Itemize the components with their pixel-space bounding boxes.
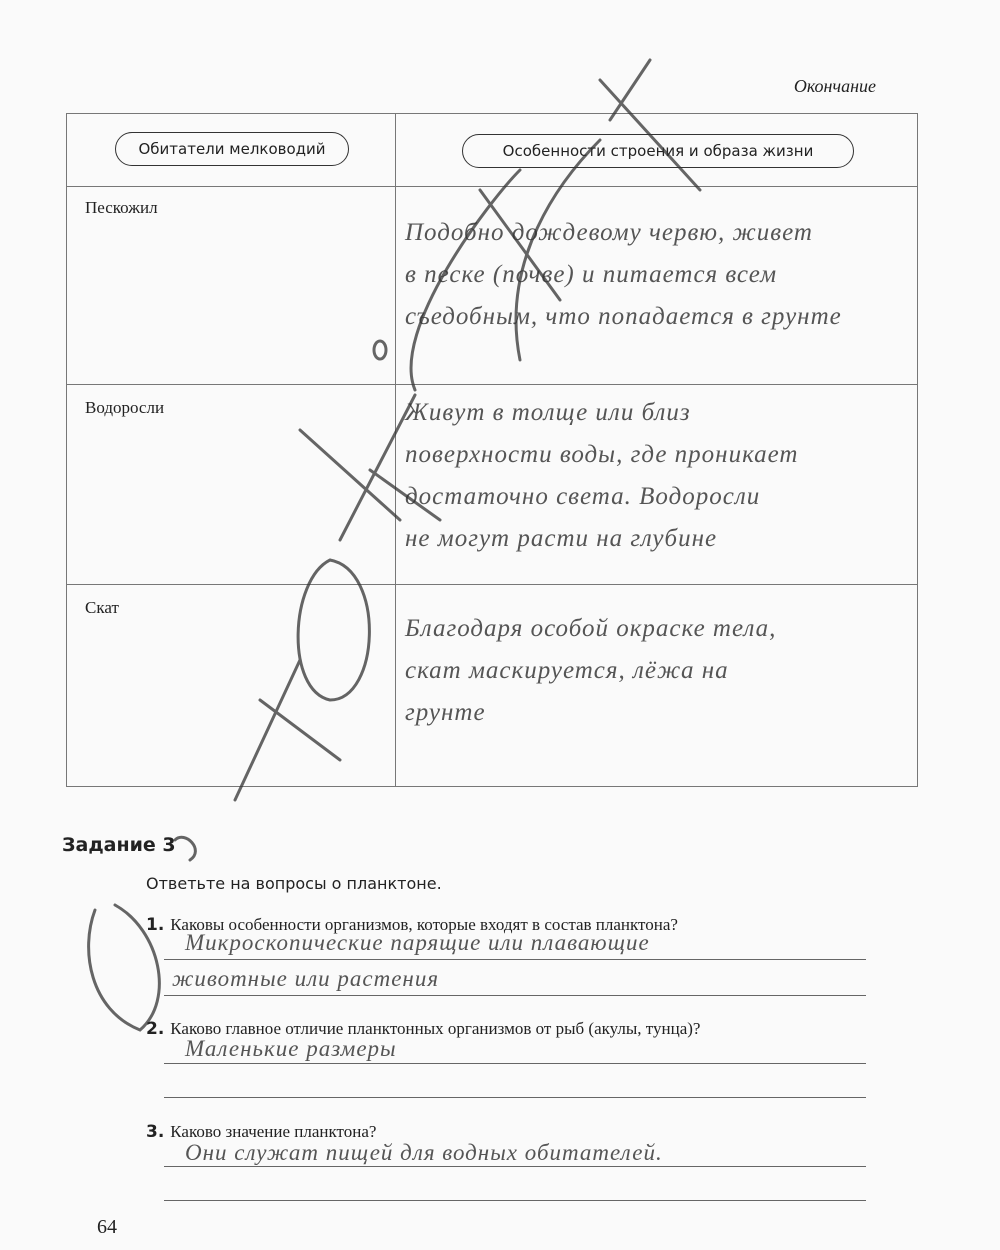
handwritten-answer-peskozhil: Подобно дождевому червю, живет в песке (почве) и питается всем съедобным, что попадается в грунте bbox=[405, 219, 842, 330]
answer-1-line-1: Микроскопические парящие или плавающие bbox=[185, 930, 650, 955]
row-label-peskozhil: Пескожил bbox=[85, 198, 158, 217]
scribble-stroke bbox=[235, 660, 340, 800]
question-2: 2. Каково главное отличие планктонных организмов от рыб (акулы, тунца)? bbox=[146, 1019, 701, 1039]
question-3: 3. Каково значение планктона? bbox=[146, 1122, 377, 1142]
continuation-label: Окончание bbox=[793, 76, 876, 96]
column-header-features: Особенности строения и образа жизни bbox=[462, 134, 854, 168]
page-number: 64 bbox=[97, 1216, 117, 1238]
handwritten-answer-stingray: Благодаря особой окраске тела, скат маскируется, лёжа на грунте bbox=[405, 615, 777, 726]
answer-3: Они служат пищей для водных обитателей. bbox=[185, 1140, 663, 1165]
row-label-stingray: Скат bbox=[85, 598, 119, 617]
answer-1-line-2: животные или растения bbox=[172, 966, 440, 991]
task-title: Задание 3 bbox=[62, 834, 176, 856]
scribble-circle bbox=[298, 560, 369, 700]
scribble-loop bbox=[89, 905, 160, 1030]
scribble-stroke bbox=[516, 60, 700, 360]
scribble-small-o bbox=[374, 341, 386, 359]
task-instruction: Ответьте на вопросы о планктоне. bbox=[146, 874, 442, 893]
question-1: 1. Каковы особенности организмов, которые входят в состав планктона? bbox=[146, 915, 678, 935]
handwritten-answer-algae: Живут в толще или близ поверхности воды, где проникает достаточно света. Водоросли не могут расти на глубине bbox=[405, 399, 799, 552]
row-label-algae: Водоросли bbox=[85, 398, 165, 417]
column-header-inhabitants: Обитатели мелководий bbox=[115, 132, 349, 166]
answer-2: Маленькие размеры bbox=[185, 1036, 397, 1061]
scribble-stroke bbox=[411, 170, 560, 390]
scribble-stroke bbox=[300, 395, 440, 540]
